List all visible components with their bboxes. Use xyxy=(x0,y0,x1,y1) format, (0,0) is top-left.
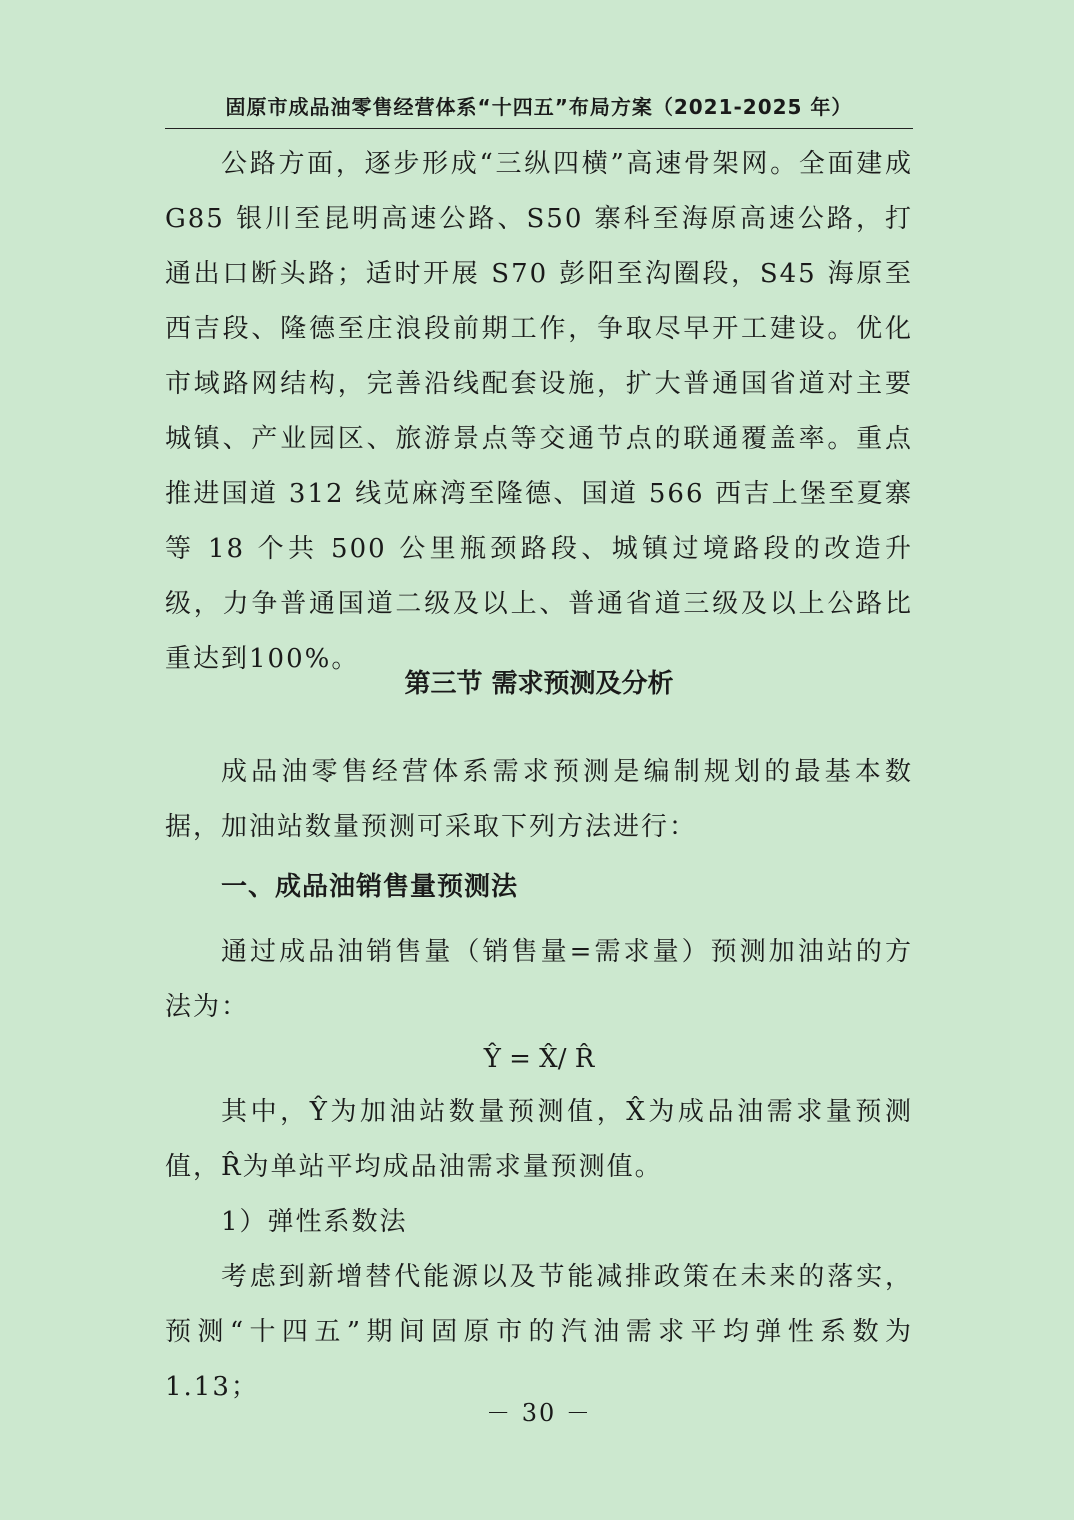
page-number: － 30 － xyxy=(486,1399,592,1427)
paragraph-method-intro: 通过成品油销售量（销售量=需求量）预测加油站的方法为： xyxy=(165,937,913,1022)
method-item-label: 1）弹性系数法 xyxy=(221,1207,408,1237)
header-rule xyxy=(165,128,913,129)
section-heading: 第三节 需求预测及分析 xyxy=(404,669,674,699)
running-header: 固原市成品油零售经营体系“十四五”布局方案（2021-2025 年） xyxy=(225,95,853,119)
subsection-heading: 一、成品油销售量预测法 xyxy=(221,872,519,902)
paragraph-demand-intro: 成品油零售经营体系需求预测是编制规划的最基本数据，加油站数量预测可采取下列方法进行： xyxy=(165,757,913,842)
formula: Ŷ = X̂/ R̂ xyxy=(483,1044,595,1074)
paragraph-highway: 公路方面，逐步形成“三纵四横”高速骨架网。全面建成 G85 银川至昆明高速公路、S50 寨科至海原高速公路，打通出口断头路；适时开展 S70 彭阳至沟圈段，S45 海原至西吉段、隆德至庄浪段前期工作，争取尽早开工建设。优化市域路网结构，完善沿线配套设施，扩大普通国省道对主要城镇、产业园区、旅游景点等交通节点的联通覆盖率。重点推进国道 312 线苋麻湾至隆德、国道 566 西吉上堡至夏寨等 18 个共 500 公里瓶颈路段、城镇过境路段的改造升级，力争普通国道二级及以上、普通省道三级及以上公路比重达到100%。 xyxy=(165,149,913,674)
paragraph-elasticity: 考虑到新增替代能源以及节能减排政策在未来的落实，预测“十四五”期间固原市的汽油需求平均弹性系数为 1.13； xyxy=(165,1262,913,1402)
paragraph-variables: 其中，Ŷ为加油站数量预测值，X̂为成品油需求量预测值，R̂为单站平均成品油需求量预测值。 xyxy=(165,1097,913,1182)
